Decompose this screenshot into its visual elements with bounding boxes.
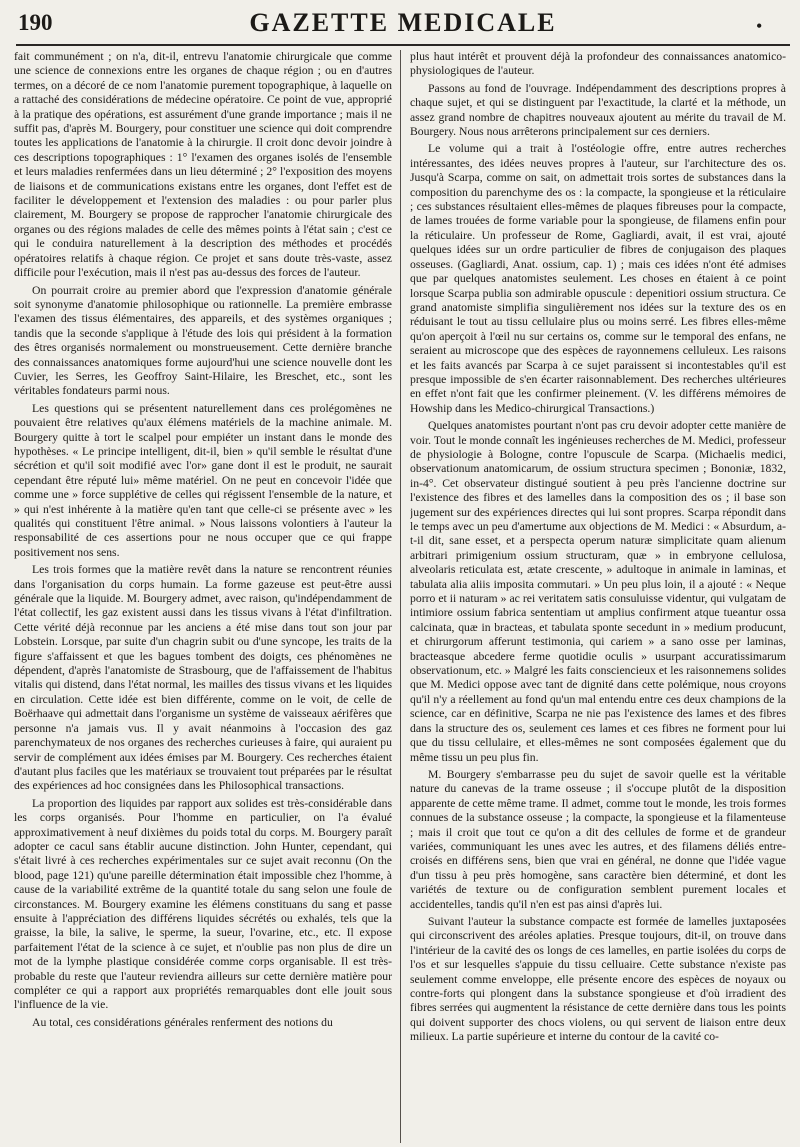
paragraph: fait communément ; on n'a, dit-il, entrevu l'anatomie chirurgicale que comme une science de connexions entre les organes de chaque région ; ou en d'autres termes, on a décoré de ce nom l'anatomie purement topographique, à laquelle on a rattaché des considérations de médecine opératoire. Ce point de vue, approprié à la pratique des opérations, est assurément d'une grande importance ; mais il ne suffit pas, d'après M. Bourgery, pour constituer une science qui doit comprendre toutes les applications de l'anatomie à la chirurgie. Il croit donc devoir joindre à ces descriptions topographiques : 1° l'examen des organes isolés de l'ensemble et leurs maladies renfermées dans un lieu déterminé ; 2° l'exposition des moyens de liaisons et de communications existans entre les organes, dont l'effet est de faciliter le développement et l'extension des maladies : ou pour parler plus clairement, M. Bourgery se propose de rapprocher l'anatomie chirurgicale des organes ou des régions malades de celle des mêmes points à l'état sain ; c'est ce qui le conduira naturellement à la description des méthodes et procédés opératoires relatifs à chaque région. Ce projet et sans doute très-vaste, assez difficile pour l'exécution, mais il n'est pas au-dessus des forces de l'auteur. xyxy=(14,50,392,280)
left-column xyxy=(14,50,392,1143)
page-number: 190 xyxy=(18,10,53,35)
column-divider xyxy=(400,50,401,1143)
journal-title: GAZETTE MEDICALE xyxy=(249,8,557,37)
paragraph: Le volume qui a trait à l'ostéologie offre, entre autres recherches intéressantes, des idées neuves propres à l'auteur, sur l'architecture des os. Jusqu'à Scarpa, comme on sait, on admettait trois sortes de substances dans la composition du parenchyme des os : la compacte, la spongieuse et la réticulaire ; ces substances résultaient elles-mêmes de plaques fibreuses pour la compacte, de lames trouées de forme variable pour la spongieuse, de filamens enfin pour la réticulaire. Un professeur de Rome, Gagliardi, avait, il est vrai, ajouté quelques idées sur un ordre particulier de fibres de conjugaison des plaques osseuses. (Gagliardi, Anat. ossium, cap. 1) ; mais ces idées n'ont été admises que par quelques anatomistes seulement. Les choses en étaient à ce point lorsque Scarpa publia son admirable opuscule : depenitiori ossium structura. Ce grand anatomiste simplifia singulièrement nos idées sur la texture des os en réduisant le tout au tissu cellulaire plus ou moins serré. Les fibres elles-même qu'on aperçoit à l'œil nu sur certains os, comme sur le temporal des enfans, ne seraient au microscope que des espèces de rayonnemens celluleux. Les raisons et les faits avancés par Scarpa à ce sujet paraissent si incontestables qu'il est presque impossible de s'en écarter raisonnablement. Des recherches ultérieures en effet n'ont fait que les confirmer pleinement. (V. les différens mémoires de Howship dans les Medico-chirurgical Transactions.) xyxy=(410,142,786,415)
paragraph: La proportion des liquides par rapport aux solides est très-considérable dans les corps organisés. Pour l'homme en particulier, on l'a évalué approximativement à neuf dixièmes du poids total du corps. M. Bourgery paraît adopter ce cacul sans établir aucune distinction. John Hunter, cependant, qui s'était livré à ces recherches expérimentales sur ce sujet avait reconnu (On the blood, page 121) qu'une pareille détermination était impossible chez l'homme, à cause de la variabilité extrême de la quantité totale du sang selon une foule de circonstances. M. Bourgery examine les élémens constituans du sang et passe ensuite à l'appréciation des différens liquides sécrétés ou exhalés, tels que la graisse, la bile, la salive, le sperme, la sueur, l'ovarine, etc., etc. Il expose parfaitement l'état de la science à ce sujet, et n'oublie pas non plus de dire un mot de la lymphe plastique considérée comme corps organisable. Il est très-probable du reste que l'auteur reviendra ailleurs sur cette dernière matière pour compléter ce qui a rapport aux propriétés remarquables dont elle jouit sous l'influence de la vie. xyxy=(14,796,392,1012)
paragraph: M. Bourgery s'embarrasse peu du sujet de savoir quelle est la véritable nature du canevas de la trame osseuse ; il s'occupe plutôt de la disposition apparente de cette même trame. Il admet, comme tout le monde, les trois formes connues de la substance osseuse ; la compacte, la spongieuse et la filamenteuse ; mais il croit que tout ce qu'on a dit des cellules de forme et de grandeur variées, communiquant les unes avec les autres, et des filamens déliés entre-croisés en différens sens, bien que vrai en général, ne donne que l'idée vague d'un tissu à peu près homogène, sans caractère bien déterminé, et dont les variétés de texture ou de configuration semblent purement locales et accidentelles, tandis qu'il n'en est pas ainsi d'après lui. xyxy=(410,767,786,911)
paragraph: Quelques anatomistes pourtant n'ont pas cru devoir adopter cette manière de voir. Tout le monde connaît les ingénieuses recherches de M. Medici, professeur de physiologie à Bologne, contre l'opuscule de Scarpa. (Michaelis medici, observationum anatomicarum, de ossium structura specimen ; Bononiæ, 1832, in-4°. Cet observateur distingué soutient à peu près l'ancienne doctrine sur l'existence des fibres et des lamelles dans la composition des os ; il base son jugement sur des expériences directes qui lui sont propres. Scarpa répondit dans le temps avec un peu d'amertume aux objections de M. Medici : « Absurdum, a-t-il dit, sane esset, et a perspecta operum naturæ simplicitate quam alienum arbitrari primigenium ossium structuram, quæ » in embryone cellulosa, alveolaris reticulata est, ætate crescente, » adultoque in animale in laminas, et tabulata alia aliis imposita commutari. » Un peu plus loin, il a ajouté : « Neque porro et ii naturam » ac rei veritatem satis consuluisse videntur, qui vulgatam de intimiore ossium fabrica sententiam ut amplius confirment atque tueantur ossa calcinata, quæ in bracteas, et tabulata sponte secedunt in » medium producunt, et chirurgorum afferunt testimonia, qui cariem » a sano osse per laminas, bracteasque abcedere ferme quotidie oculis » usurpant accuratissimarum observationum, etc. » Malgré les faits consciencieux et les raisonnemens solides que M. Medici oppose avec tant de dignité dans cette polémique, nous croyons qu'il n'y a réellement au fond qu'un mal entendu entre ces deux champions de la science, car en définitive, Scarpa ne nie pas l'existence des lames et des fibres dans la structure des os, seulement ces lames et ces fibres ne forment pour lui que du tissu cellulaire, et elles-mêmes ne sont composées également que du même tissu un peu plus fin. xyxy=(410,419,786,764)
header-ornament: • xyxy=(756,18,762,35)
paragraph: Au total, ces considérations générales renferment des notions du xyxy=(32,1015,333,1029)
paragraph: Les questions qui se présentent naturellement dans ces prolégomènes ne pouvaient être relatives qu'aux élémens matériels de la machine animale. M. Bourgery quitte à tort le scalpel pour empiéter un instant dans le monde des hypothèses. « Le principe intelligent, dit-il, bien » qu'il semble le résultat d'une sécrétion et qu'il soit modifié avec l'or» gane dont il est le produit, ne saurait cependant être réputé lui» même matériel. On ne peut en concevoir l'idée que comme une » force supplétive de celles qui régissent l'ensemble de la nature, et » qui n'est inhérente à la matière qu'en tant que celle-ci se présente avec » les qualités qui constituent l'être animal. » Nous laissons volontiers à l'auteur la responsabilité de ces assertions pour ne nous occuper que ce qui frappe positivement nos sens. xyxy=(14,401,392,559)
right-column xyxy=(410,50,786,1143)
paragraph: Les trois formes que la matière revêt dans la nature se rencontrent réunies dans l'organisation du corps humain. La forme gazeuse est peut-être aussi générale que la liquide. M. Bourgery admet, avec raison, qu'indépendamment de l'état collectif, les gaz existent aussi dans les tissus vivans à l'état d'infiltration. Cette vérité déjà reconnue par les anciens a été mise dans tout son jour par Lobstein. Lorsque, par suite d'un chagrin subit ou d'une syncope, les traits de la figure s'affaissent et que les bagues tombent des doigts, ces phénomènes ne dépendent, d'après l'anatomiste de Strasbourg, que de l'affaissement de l'habitus vitalis qui distend, dans l'état normal, les mailles des tissus vivans et les liquides en circulation. Cette idée est bien différente, comme on le voit, de celle de Boërhaave qui admettait dans l'organisme un système de vaisseaux aérifères que personne n'a jamais vus. Il y avait néanmoins à l'occasion des gaz parenchymateux de nos organes des recherches curieuses à faire, qui auraient pu servir de complément aux idées émises par M. Bourgery. Ces recherches étaient d'autant plus faciles que les matériaux se trouvaient tout préparées par le résultat des expériences ad hoc consignées dans les Philosophical transactions. xyxy=(14,563,392,793)
paragraph: plus haut intérêt et prouvent déjà la profondeur des connaissances anatomico-physiologiques de l'auteur. xyxy=(410,50,786,78)
paragraph: Suivant l'auteur la substance compacte est formée de lamelles juxtaposées qui circonscrivent des aréoles aplaties. Presque toujours, dit-il, on trouve dans l'intérieur de la cavité des os longs de ces lamelles, en partie isolées du corps de l'os et sur lesquelles s'appuie du tissu celluaire. Cette substance n'existe pas seulement comme enveloppe, elle présente encore des espèces de noyaux ou contre-forts qui plongent dans la substance spongieuse et d'où irradient des fibres serrées qui augmentent la résistance de cette dernière dans tous les points qui doivent supporter des chocs violens, ou qui servent de liaison entre deux milieux. La partie supérieure et interne du contour de la cavité co- xyxy=(410,914,786,1044)
page-header xyxy=(16,4,790,46)
paragraph: Passons au fond de l'ouvrage. Indépendamment des descriptions propres à chaque sujet, et qui se distinguent par l'exactitude, la clarté et la méthode, un assez grand nombre de chapitres nouveaux ajoutent au mérite du travail de M. Bourgery. Nous nous arrêterons principalement sur ces derniers. xyxy=(410,81,786,139)
paragraph: On pourrait croire au premier abord que l'expression d'anatomie générale soit synonyme d'anatomie philosophique ou rationnelle. La première embrasse l'examen des tissus élémentaires, des appareils, et des systèmes organiques ; tandis que la seconde s'applique à l'étude des lois qui président à la formation des êtres organisés normalement ou monstrueusement. Cette dernière branche des connaissances anatomiques forme aujourd'hui une science nouvelle dont les Cuvier, les Serres, les Geoffroy Saint-Hilaire, les Breschet, etc., sont les véritables fondateurs parmi nous. xyxy=(14,283,392,398)
